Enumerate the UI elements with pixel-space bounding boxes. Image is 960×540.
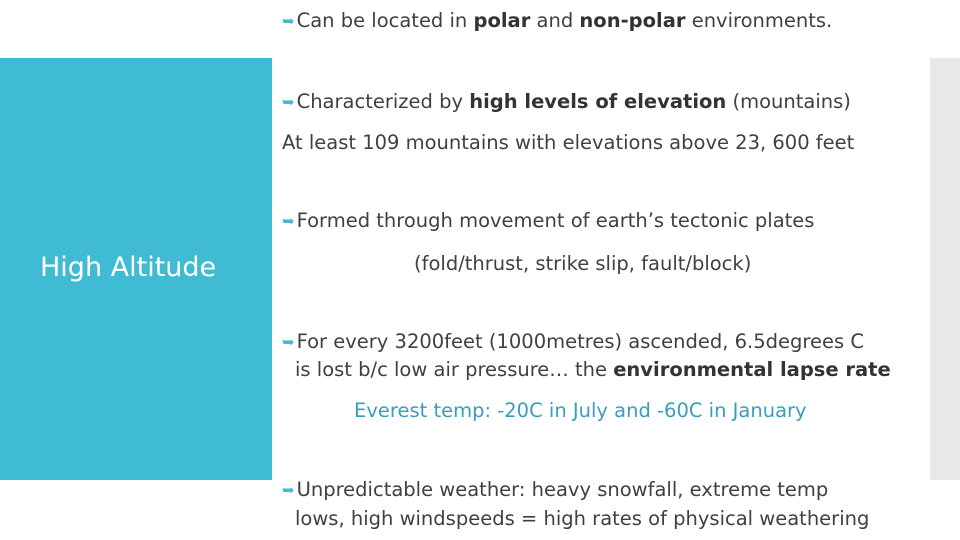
text-fault-types: (fold/thrust, strike slip, fault/block) [414, 252, 752, 275]
curved-arrow-bullet-icon: ➥ [282, 333, 295, 351]
right-scroll-strip [930, 58, 960, 480]
bullet-lapse-rate-line1: ➥ For every 3200feet (1000metres) ascended, 6.5degrees C [282, 330, 864, 353]
bullet-elevation: ➥ Characterized by high levels of elevation (mountains) [282, 90, 851, 113]
curved-arrow-bullet-icon: ➥ [282, 212, 295, 230]
bullet-environments: ➥ Can be located in polar and non-polar environments. [282, 9, 833, 32]
text-mountain-count: At least 109 mountains with elevations above 23, 600 feet [282, 131, 855, 154]
curved-arrow-bullet-icon: ➥ [282, 481, 295, 499]
slide-title: High Altitude [40, 252, 217, 283]
bullet-lapse-rate-line2: is lost b/c low air pressure… the environmental lapse rate [295, 358, 891, 381]
curved-arrow-bullet-icon: ➥ [282, 93, 295, 111]
bullet-weather-line2: lows, high windspeeds = high rates of physical weathering [295, 507, 870, 530]
bullet-weather-line1: ➥ Unpredictable weather: heavy snowfall, extreme temp [282, 478, 829, 501]
text-everest-temp: Everest temp: -20C in July and -60C in January [354, 399, 807, 422]
bullet-tectonic: ➥ Formed through movement of earth’s tectonic plates [282, 209, 815, 232]
curved-arrow-bullet-icon: ➥ [282, 12, 295, 30]
